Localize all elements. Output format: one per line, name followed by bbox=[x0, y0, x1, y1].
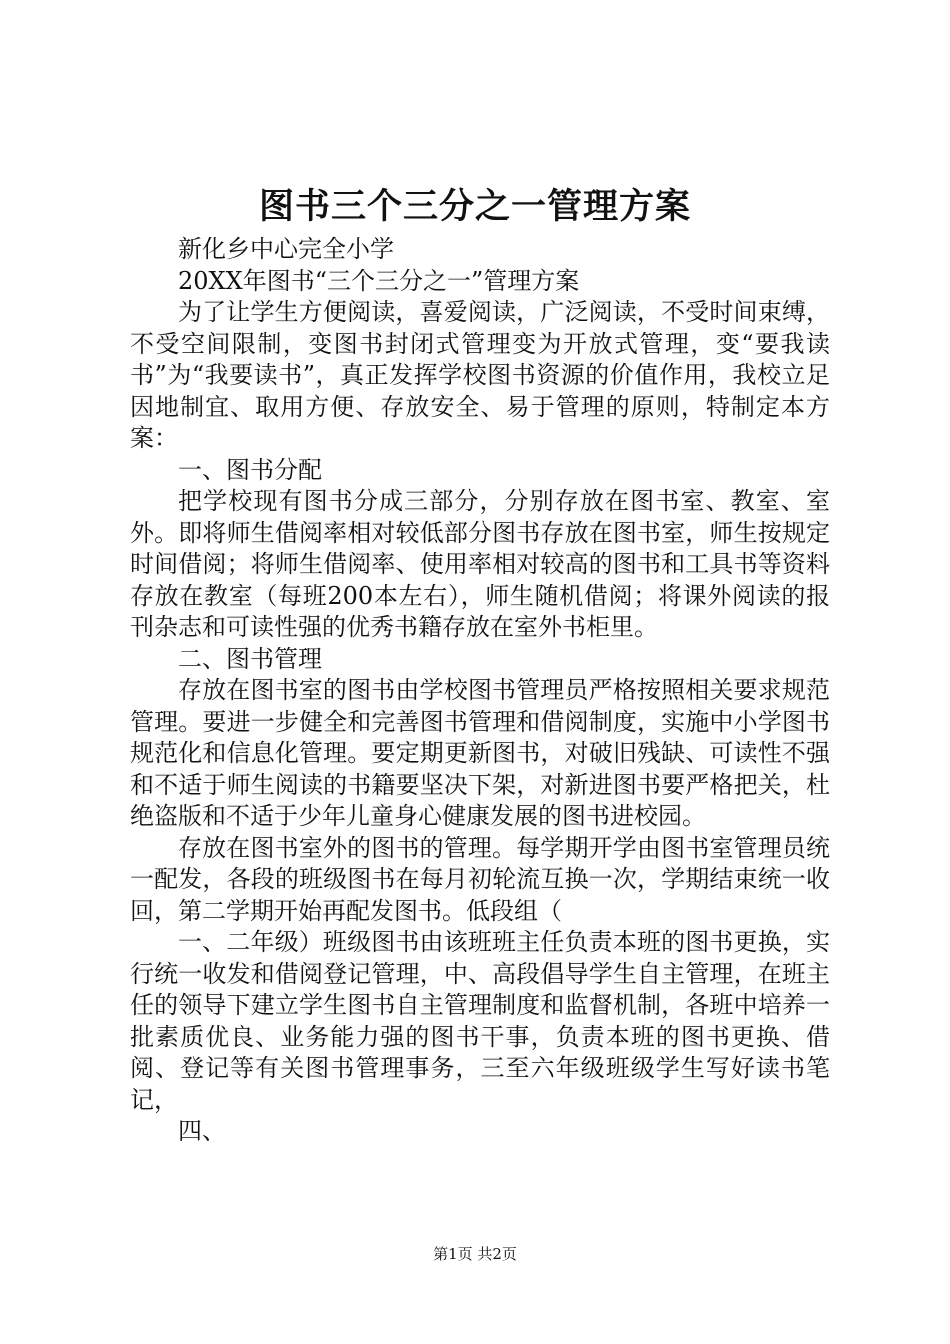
section-heading-management: 二、图书管理 bbox=[178, 644, 322, 673]
page-number-footer: 第1页 共2页 bbox=[433, 1245, 517, 1263]
section-heading-four: 四、 bbox=[178, 1117, 226, 1145]
library-management-paragraph: 存放在图书室的图书由学校图书管理员严格按照相关要求规范管理。要进一步健全和完善图书管理和借阅制度，实施中小学图书规范化和信息化管理。要定期更新图书，对破旧残缺、可读性不强和不适于师生阅读的书籍要坚决下架，对新进图书要严格把关，杜绝盗版和不适于少年儿童身心健康发展的图书进校园。 bbox=[130, 676, 830, 830]
intro-paragraph: 为了让学生方便阅读，喜爱阅读，广泛阅读，不受时间束缚，不受空间限制，变图书封闭式管理变为开放式管理，变“要我读书”为“我要读书”，真正发挥学校图书资源的价值作用，我校立足因地制宜、取用方便、存放安全、易于管理的原则，特制定本方案： bbox=[130, 298, 830, 452]
subtitle-line: 20XX年图书“三个三分之一”管理方案 bbox=[178, 266, 580, 295]
class-management-paragraph: 一、二年级）班级图书由该班班主任负责本班的图书更换，实行统一收发和借阅登记管理，中、高段倡导学生自主管理，在班主任的领导下建立学生图书自主管理制度和监督机制，各班中培养一批素质优良、业务能力强的图书干事，负责本班的图书更换、借阅、登记等有关图书管理事务，三至六年级班级学生写好读书笔记， bbox=[130, 928, 830, 1114]
document-title: 图书三个三分之一管理方案 bbox=[258, 187, 691, 227]
outside-library-paragraph: 存放在图书室外的图书的管理。每学期开学由图书室管理员统一配发，各段的班级图书在每月初轮流互换一次，学期结束统一收回，第二学期开始再配发图书。低段组（ bbox=[130, 833, 830, 925]
document-body bbox=[130, 234, 830, 1148]
allocation-paragraph: 把学校现有图书分成三部分，分别存放在图书室、教室、室外。即将师生借阅率相对较低部分图书存放在图书室，师生按规定时间借阅；将师生借阅率、使用率相对较高的图书和工具书等资料存放在教室（每班200本左右），师生随机借阅；将课外阅读的报刊杂志和可读性强的优秀书籍存放在室外书柜里。 bbox=[130, 487, 830, 641]
section-heading-allocation: 一、图书分配 bbox=[178, 455, 322, 484]
school-name-line: 新化乡中心完全小学 bbox=[178, 235, 394, 263]
